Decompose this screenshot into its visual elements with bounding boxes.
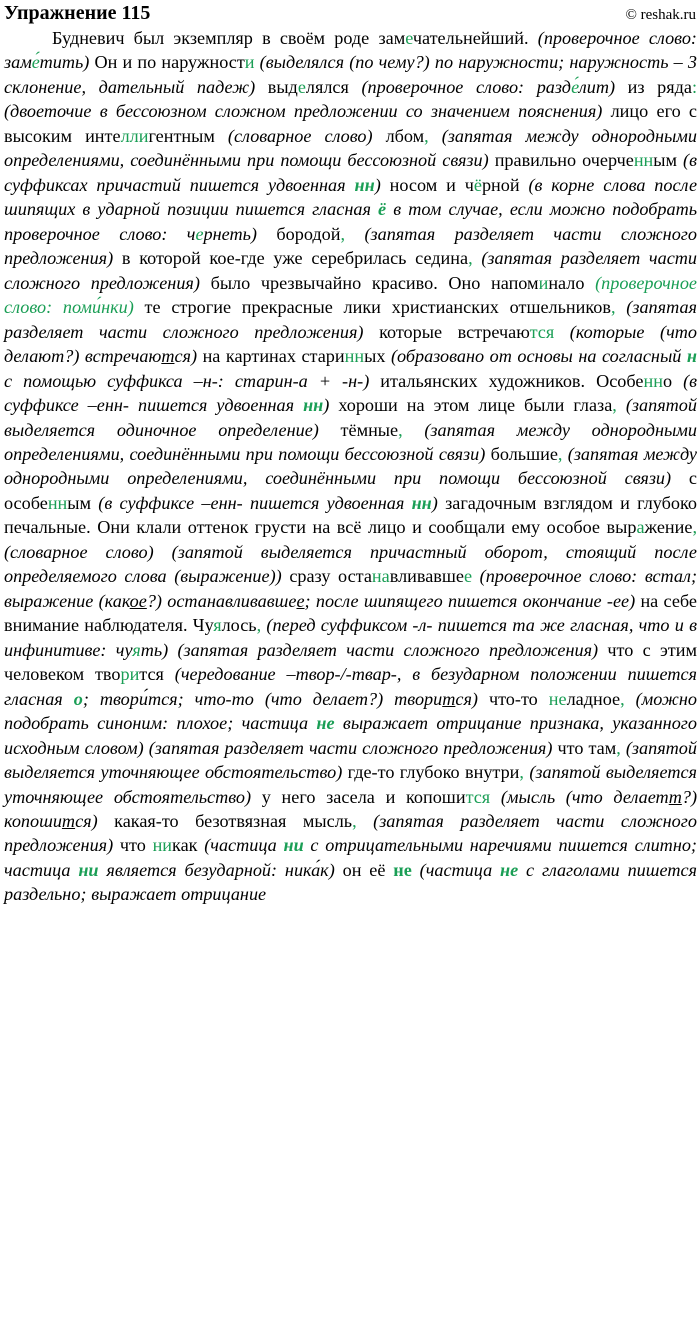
explanation-note: (проверочное слово: зам [4, 28, 697, 73]
explanation-note-highlight-bold: н [686, 346, 697, 367]
highlighted-spelling: , [468, 248, 473, 269]
body-text-run: что с этим человеком тво [4, 639, 698, 685]
explanation-note-underline: т [668, 786, 682, 807]
explanation-note: является безударной: ника́к) [98, 859, 343, 880]
body-text-run: Он и по наружност [94, 52, 245, 73]
highlighted-spelling: а [636, 517, 645, 538]
highlighted-spelling: , [340, 223, 346, 244]
body-text-run: было чрезвычайно красиво. Оно напом [210, 272, 539, 293]
body-text-run: какая-то безотвязная мысль [114, 811, 353, 831]
explanation-note: рнеть) [203, 223, 277, 244]
highlighted-spelling: : [691, 76, 698, 97]
explanation-note: (чередование –твор-/-твар-, в безударном положении пишется гласная [4, 664, 697, 709]
explanation-note-highlight-bold: нн [303, 395, 324, 416]
explanation-note: (которые (что делают?) встречаю [4, 321, 697, 367]
explanation-note: (можно подобрать синоним: плохое; частица [4, 688, 697, 734]
highlighted-spelling: нн [633, 150, 654, 171]
explanation-note: (запятая разделяет части сложного предложения) [4, 248, 697, 293]
highlighted-spelling: , [519, 762, 524, 783]
explanation-note: ) [323, 395, 339, 416]
explanation-note-underline: т [61, 811, 76, 831]
explanation-note: ?) копоши [4, 786, 697, 831]
body-text-run: жение [644, 517, 693, 538]
explanation-note: ; после шипящего пишется окончание -ее) [304, 590, 641, 611]
body-text-run: у него засела и копоши [261, 786, 466, 807]
explanation-note: (проверочное слово: встал; выражение (как [4, 566, 697, 611]
body-text-run: ладное [566, 688, 621, 709]
body-text-run: где-то глубоко внутри [347, 762, 520, 783]
explanation-note-underline: е [296, 590, 305, 611]
body-text-run: ых [364, 346, 391, 367]
explanation-note-highlight-bold: не [316, 713, 335, 734]
body-text-run: бородой [276, 223, 341, 244]
body-text-run: ым [67, 492, 99, 513]
body-text-run: что-то [488, 688, 549, 709]
explanation-note: ) [374, 174, 390, 195]
explanation-note: (запятой выделяется уточняющее обстоятельство) [4, 762, 697, 807]
body-text-run: с особе [4, 468, 697, 513]
highlighted-spelling: ни [152, 835, 173, 856]
explanation-note-highlight-bold: ё [378, 199, 387, 220]
explanation-note: ся) [455, 688, 489, 709]
explanation-note: ; твори́тся; что-то (что делает?) твори [82, 688, 443, 709]
highlighted-spelling: , [256, 615, 262, 636]
explanation-note-underline: т [161, 346, 175, 367]
body-text-run: те строгие прекрасные лики христианских отшельников [144, 297, 611, 318]
highlighted-spelling: нн [47, 492, 68, 513]
body-text-run: лицо его с высоким инте [4, 101, 697, 146]
body-text-run: из ряда [627, 76, 692, 97]
body-text-run: что [119, 835, 153, 856]
body-text-run: в которой кое-где уже серебрилась седина [121, 248, 469, 269]
body-text-run: ым [653, 150, 684, 171]
highlighted-spelling: , [352, 811, 357, 831]
highlighted-spelling: , [616, 737, 621, 758]
explanation-note: (двоеточие в бессоюзном сложном предложении со значением пояснения) [4, 101, 611, 122]
highlighted-spelling: не [548, 688, 567, 709]
explanation-note-highlight: е [195, 223, 204, 244]
body-text-run: тся [139, 664, 175, 685]
highlighted-spelling: я [213, 615, 222, 636]
explanation-note: (запятая разделяет части сложного предложения) [4, 223, 697, 269]
body-text-run: итальянских художников. Особе [380, 370, 644, 391]
body-text-run: на себе внимание наблюдателя. Чу [4, 590, 697, 636]
highlighted-spelling: ри [120, 664, 140, 685]
explanation-note-highlight: е́ [571, 76, 579, 97]
explanation-note-highlight-bold: не [500, 859, 519, 880]
body-text-run: лялся [305, 76, 362, 97]
body-text-run: Будневич был экземпляр в своём роде зам [52, 28, 406, 48]
explanation-note-highlight-bold: ни [283, 835, 304, 856]
highlighted-spelling: нн [643, 370, 663, 391]
explanation-note: (перед суффиксом -л- пишется та же гласная, что и в инфинитиве: чу [4, 615, 698, 660]
body-text-run: хороши на этом лице были глаза [338, 395, 613, 416]
explanation-note: (запятая разделяет части сложного предложения) [4, 297, 697, 342]
body-text-run: рной [481, 174, 529, 195]
explanation-note: ть) (запятая разделяет части сложного предложения) [140, 639, 608, 660]
body-text-run: правильно очерче [494, 150, 634, 171]
highlighted-spelling: , [692, 517, 697, 538]
explanation-note: (запятая разделяет части сложного предложения) [4, 811, 697, 856]
explanation-note: (запятой выделяется одиночное определение) [4, 395, 697, 440]
explanation-note: (проверочное слово: разд [361, 76, 572, 97]
highlighted-spelling: нн [344, 346, 365, 367]
explanation-note: (в суффиксе –енн- пишется удвоенная [98, 492, 412, 513]
body-text-run: загадочным взглядом и глубоко печальные. Они клали оттенок грусти на всё лицо и сообщали ему особое выр [4, 492, 697, 538]
body-text-run: большие [490, 443, 558, 464]
highlighted-spelling-bold: не [393, 859, 412, 880]
highlighted-spelling: , [398, 419, 403, 440]
explanation-note: (образовано от основы на согласный [390, 346, 687, 367]
highlighted-spelling: лли [120, 125, 149, 146]
highlighted-spelling: ё [473, 174, 482, 195]
body-text-run: которые встречаю [379, 321, 530, 342]
body-text-run: тёмные [340, 419, 399, 440]
explanation-note: (выделялся (по чему?) по наружности; наружность – 3 склонение, дательный падеж) [4, 52, 697, 97]
body-text-run: о [662, 370, 684, 391]
explanation-note-highlight: (проверочное слово: поми́нки) [4, 272, 697, 318]
body-text-run: лбом [385, 125, 425, 146]
highlighted-spelling: , [610, 297, 616, 318]
explanation-note-highlight-bold: нн [411, 492, 432, 513]
explanation-note: (частица [411, 859, 501, 880]
explanation-note: с помощью суффикса –н-: старин-а + -н-) [4, 370, 381, 391]
highlighted-spelling: е [463, 566, 473, 587]
explanation-note: с глаголами пишется раздельно; выражает отрицание [4, 859, 697, 905]
body-text-run: сразу оста [289, 566, 372, 587]
explanation-note: тить) [39, 52, 95, 73]
explanation-note-underline: т [442, 688, 456, 709]
highlighted-spelling: и [538, 272, 549, 293]
explanation-note-highlight: я [132, 639, 141, 660]
explanation-note: (запятой выделяется уточняющее обстоятельство) [4, 737, 697, 783]
body-text-run: гентным [148, 125, 228, 146]
explanation-note-highlight-bold: о [73, 688, 83, 709]
body-text-run: что там [557, 737, 617, 758]
highlighted-spelling: , [620, 688, 625, 709]
explanation-note: с отрицательными наречиями пишется слитно; частица [4, 835, 697, 880]
highlighted-spelling: е [405, 28, 413, 48]
body-text-run: он её [342, 859, 394, 880]
explanation-note: лит) [578, 76, 628, 97]
explanation-note-underline: ое [129, 590, 147, 611]
body-text-run: как [172, 835, 205, 856]
explanation-note: выражает отрицание признака, указанного исходным словом) (запятая разделяет части сложного предложения) [4, 713, 697, 758]
highlighted-spelling: на [371, 566, 390, 587]
explanation-note: ) [431, 492, 446, 513]
explanation-note: (запятая между однородными определениями, соединёнными при помощи бессоюзной связи) [4, 443, 697, 489]
explanation-note: (запятая между однородными определениями, соединёнными при помощи бессоюзной связи) [4, 125, 697, 171]
explanation-note: (в суффиксе –енн- пишется удвоенная [4, 370, 698, 416]
explanation-note: (в корне слова после шипящих в ударной позиции пишется гласная [4, 174, 698, 220]
explanation-note-highlight-bold: нн [354, 174, 375, 195]
site-credit: © reshak.ru [625, 7, 696, 23]
body-text-run: вливавше [389, 566, 464, 587]
exercise-body [0, 24, 700, 907]
highlighted-spelling: е [297, 76, 306, 97]
explanation-note-highlight-bold: ни [78, 859, 99, 880]
explanation-note: (частица [204, 835, 284, 856]
body-text-run: лось [221, 615, 257, 636]
highlighted-spelling: , [424, 125, 429, 146]
body-text-run: на картинах стари [202, 346, 345, 367]
explanation-note: ?) останавливавше [146, 590, 297, 611]
highlighted-spelling: и [244, 52, 255, 73]
explanation-note: (в суффиксах причастий пишется удвоенная [4, 150, 697, 195]
explanation-note-highlight: е́ [31, 52, 40, 73]
explanation-note: в том случае, если можно подобрать проверочное слово: ч [4, 199, 697, 244]
explanation-note: (мысль (что делает [490, 786, 669, 807]
page-header [0, 0, 700, 24]
highlighted-spelling: , [557, 443, 563, 464]
highlighted-spelling: , [612, 395, 617, 416]
body-text-run: носом и ч [389, 174, 474, 195]
body-text-run: нало [548, 272, 596, 293]
exercise-title: Упражнение 115 [4, 2, 151, 24]
explanation-note: (словарное слово) (запятой выделяется причастный оборот, стоящий после определяемого слова (выражение)) [4, 541, 697, 587]
highlighted-spelling: тся [465, 786, 491, 807]
body-text-run: выд [267, 76, 298, 97]
explanation-note: ся) [75, 811, 115, 831]
body-text-run: чательнейший. [412, 28, 538, 48]
explanation-note: (словарное слово) [227, 125, 386, 146]
explanation-note: (запятая между однородными определениями, соединёнными при помощи бессоюзной связи) [4, 419, 697, 464]
highlighted-spelling: тся [529, 321, 555, 342]
explanation-note: ся) [174, 346, 203, 367]
